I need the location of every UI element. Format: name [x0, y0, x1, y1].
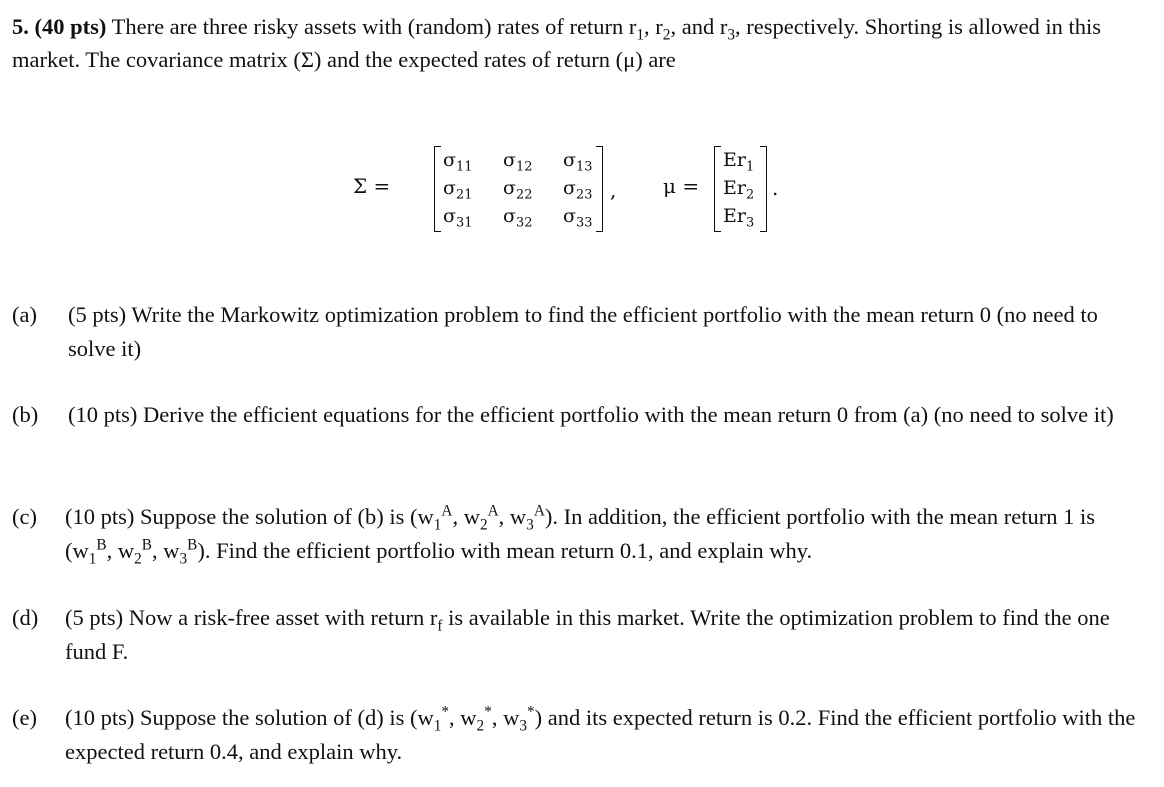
mu-left-bracket — [714, 146, 721, 232]
matrix-entry: $Er_2$ — [723, 177, 755, 203]
mu-right-bracket — [760, 146, 767, 232]
question-number: 5. (40 pts) — [12, 14, 107, 39]
part-text: (5 pts) Write the Markowitz optimization problem to find the efficient portfolio with the mean return 0 (no need to solve it) — [68, 302, 1098, 361]
matrix-entry: $\sigma_{21}$ — [443, 177, 473, 203]
part-b — [12, 398, 1152, 468]
part-text: (10 pts) Suppose the solution of (b) is ($w_1^A$, $w_2^A$, $w_3^A$). In addition, the efficient portfolio with the mean return 1 is ($w_1^B$, $w_2^B$, $w_3^B$). Find the efficient portfolio with mean return 0.1, and explain why. — [65, 502, 1095, 568]
part-text: (5 pts) Now a risk-free asset with return $r_f$ is available in this market. Write the optimization problem to find the one fund F. — [65, 605, 1110, 664]
matrix-entry: $\sigma_{12}$ — [503, 149, 533, 175]
matrix-entry: $\sigma_{31}$ — [443, 205, 473, 231]
part-label: (c) — [12, 504, 37, 529]
sigma-matrix — [443, 146, 615, 230]
matrix-entry: $\sigma_{33}$ — [563, 205, 593, 231]
matrix-entry: $\sigma_{13}$ — [563, 149, 593, 175]
part-label: (b) — [12, 402, 39, 427]
question-intro: 5. (40 pts) There are three risky assets with (random) rates of return $r_1$, $r_2$, and $r_3$, respectively. Shorting is allowed in this market. The covariance matrix (Σ) and the expected rates of return (μ) are — [12, 14, 1101, 72]
matrix-entry: $\sigma_{22}$ — [503, 177, 533, 203]
part-text: (10 pts) Derive the efficient equations for the efficient portfolio with the mean return 0 from (a) (no need to solve it) — [68, 402, 1114, 427]
part-a — [12, 298, 1152, 368]
matrix-entry: $\sigma_{11}$ — [443, 149, 473, 175]
matrix-entry: $\sigma_{23}$ — [563, 177, 593, 203]
sigma-right-bracket — [596, 146, 603, 232]
part-c — [12, 500, 1152, 570]
mu-trail: . — [772, 176, 779, 200]
mu-lhs: μ = — [663, 174, 700, 198]
part-e — [12, 701, 1152, 771]
sigma-left-bracket — [434, 146, 441, 232]
sigma-lhs: Σ = — [353, 174, 391, 198]
part-label: (d) — [12, 605, 39, 630]
part-label: (a) — [12, 302, 37, 327]
part-text: (10 pts) Suppose the solution of (d) is ($w_1^*$, $w_2^*$, $w_3^*$) and its expected return is 0.2. Find the efficient portfolio with the expected return 0.4, and explain why. — [65, 703, 1136, 764]
matrix-entry: $Er_3$ — [723, 205, 755, 231]
part-d — [12, 601, 1152, 671]
part-label: (e) — [12, 705, 37, 730]
matrix-entry: $Er_1$ — [723, 149, 755, 175]
matrix-entry: $\sigma_{32}$ — [503, 205, 533, 231]
sigma-trail: , — [610, 178, 617, 202]
